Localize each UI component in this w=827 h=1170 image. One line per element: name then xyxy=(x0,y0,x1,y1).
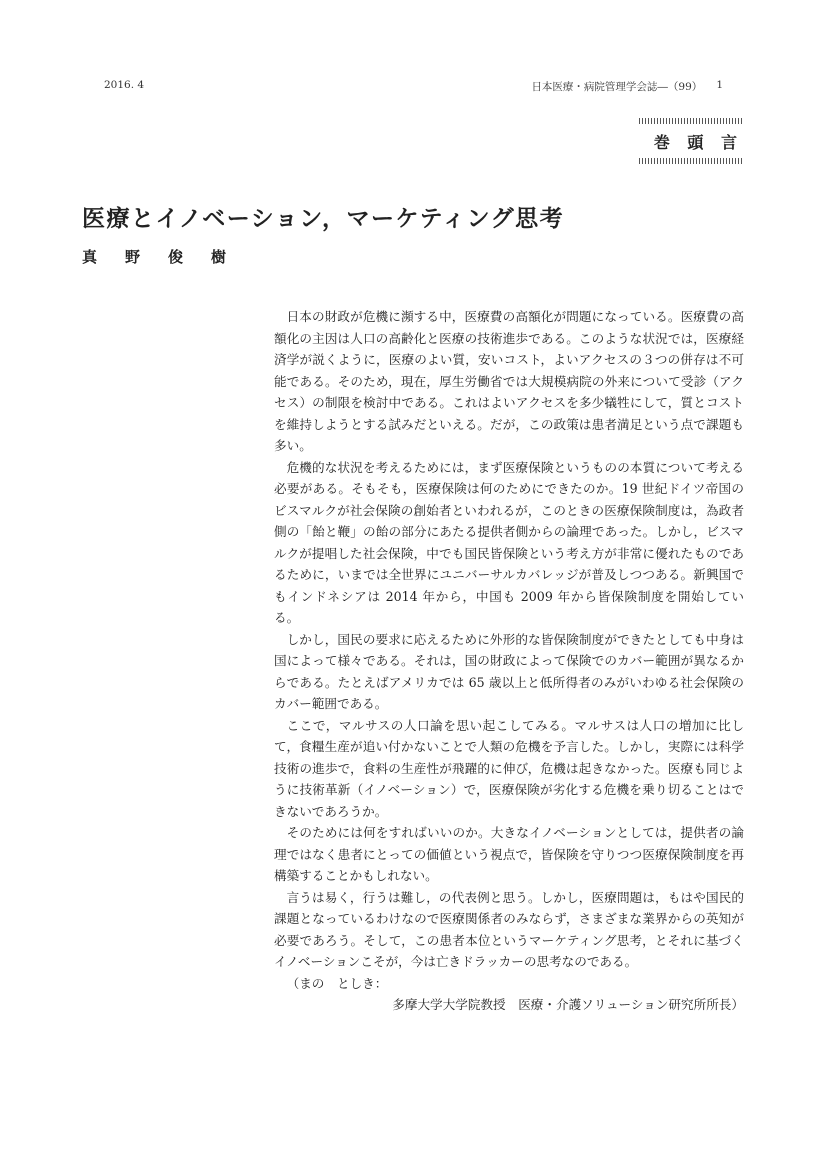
body-text xyxy=(274,306,744,1016)
paragraph: しかし，国民の要求に応えるために外形的な皆保険制度ができたとしても中身は国によって様々である。それは，国の財政によって保険でのカバー範囲が異なるからである。たとえばアメリカでは 65 歳以上と低所得者のみがいわゆる社会保険のカバー範囲である。 xyxy=(274,631,744,711)
signature-affiliation: 多摩大学大学院教授 医療・介護ソリューション研究所所長） xyxy=(392,997,744,1012)
paragraph: 日本の財政が危機に瀕する中，医療費の高額化が問題になっている。医療費の高額化の主因は人口の高齢化と医療の技術進歩である。このような状況では，医療経済学が説くように，医療のよい質，安いコスト，よいアクセスの３つの併存は不可能である。そのため，現在，厚生労働省では大規模病院の外来について受診（アクセス）の制限を検討中である。これはよいアクセスを多少犠牲にして，質とコストを維持しようとする試みだといえる。だが，この政策は患者満足という点で課題も多い。 xyxy=(274,309,744,453)
journal-name: 日本医療・病院管理学会誌―（99） xyxy=(531,81,703,93)
author-name: 真野俊樹 xyxy=(82,248,255,266)
page-number: 1 xyxy=(716,79,723,91)
paragraph: 言うは易く，行うは難し，の代表例と思う。しかし，医療問題は，もはや国民的課題となっているわけなので医療関係者のみならず，さまざまな業界からの英知が必要であろう。そして，この患者本位というマーケティング思考，とそれに基づくイノベーションこそが，今は亡きドラッカーの思考なのである。 xyxy=(274,889,744,969)
paragraph: 危機的な状況を考えるためには，まず医療保険というものの本質について考える必要がある。そもそも，医療保険は何のためにできたのか。19 世紀ドイツ帝国のビスマルクが社会保険の創始者といわれるが，このときの医療保険制度は，為政者側の「飴と鞭」の飴の部分にあたる提供者側からの論理であった。しかし，ビスマルクが提唱した社会保険，中でも国民皆保険という考え方が非常に優れたものであるために，いまでは全世界にユニバーサルカバレッジが普及しつつある。新興国でもインドネシアは 2014 年から，中国も 2009 年から皆保険制度を開始している。 xyxy=(274,459,744,625)
decorative-rule-bottom xyxy=(639,158,743,164)
decorative-rule-top xyxy=(639,118,743,124)
article-title: 医療とイノベーション，マーケティング思考 xyxy=(82,205,565,232)
running-header xyxy=(531,79,723,94)
issue-date: 2016. 4 xyxy=(104,79,145,91)
paragraph: そのためには何をすればいいのか。大きなイノベーションとしては，提供者の論理ではなく患者にとっての価値という視点で，皆保険を守りつつ医療保険制度を再構築することかもしれない。 xyxy=(274,825,744,883)
section-label-block xyxy=(639,118,743,164)
section-label: 巻 頭 言 xyxy=(653,133,743,152)
paragraph: ここで，マルサスの人口論を思い起こしてみる。マルサスは人口の増加に比して，食糧生産が追い付かないことで人類の危機を予言した。しかし，実際には科学技術の進歩で，食料の生産性が飛躍的に伸び，危機は起きなかった。医療も同じように技術革新（イノベーション）で，医療保険が劣化する危機を乗り切ることはできないであろうか。 xyxy=(274,717,744,819)
signature-name: （まの としき： xyxy=(286,975,388,991)
